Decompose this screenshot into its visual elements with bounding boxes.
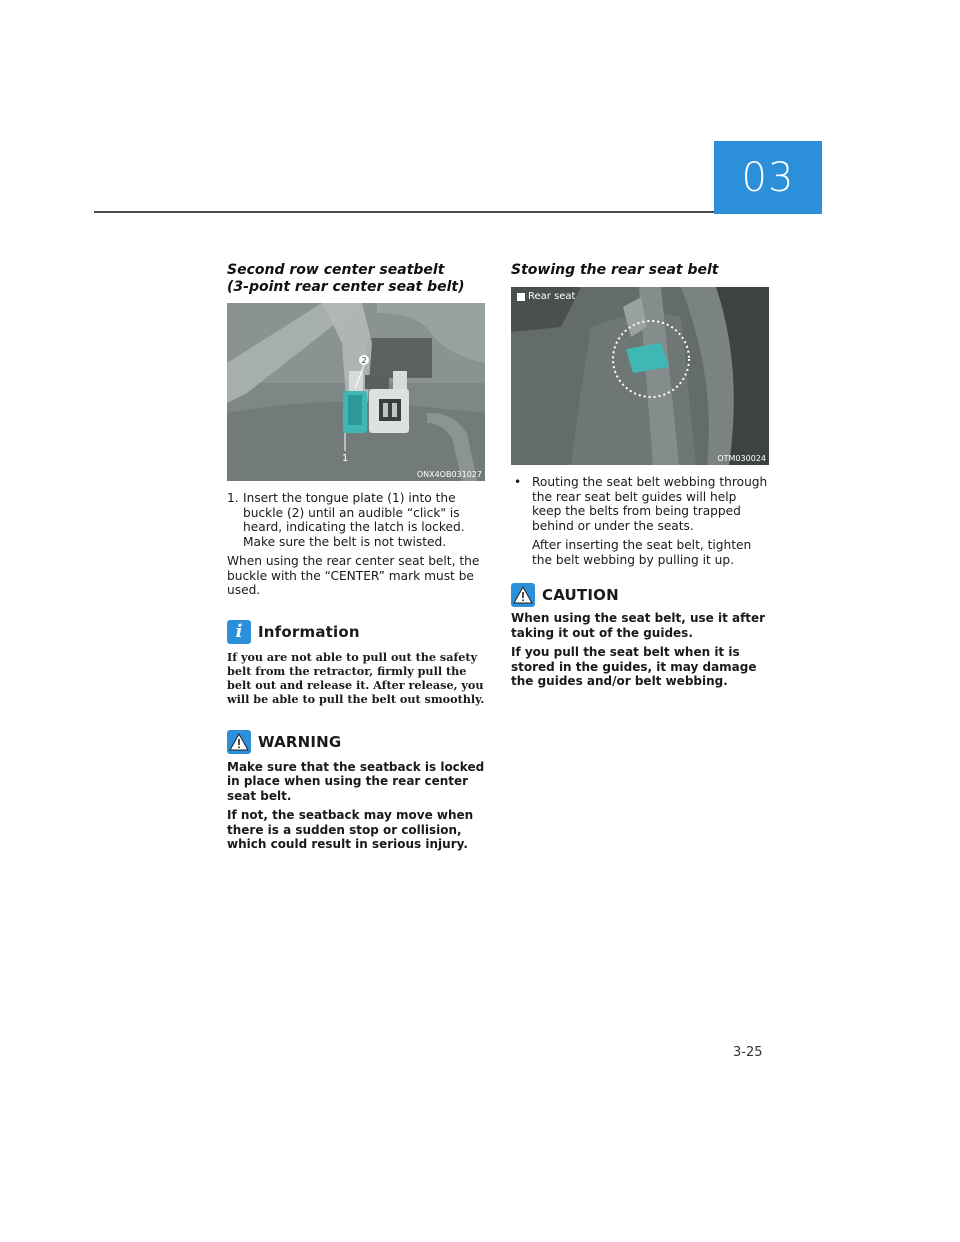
center-seatbelt-figure (227, 303, 485, 481)
bullet-icon: • (514, 475, 522, 489)
chapter-tab (714, 141, 822, 214)
tag-square-icon (517, 293, 525, 301)
steps-list (227, 491, 485, 549)
caution-heading (511, 583, 769, 607)
information-title: Information (258, 622, 360, 641)
figure-tag (517, 291, 575, 302)
bullet-1-text: Routing the seat belt webbing through the rear seat belt guides will help keep the belts from being trapped behind or under the seats. (532, 475, 768, 533)
caution-title: CAUTION (542, 586, 619, 604)
figure-code: ONX4OB031027 (416, 470, 482, 479)
step-1 (227, 491, 485, 549)
section-title-center-seatbelt (227, 262, 485, 296)
rear-seat-illustration (511, 287, 769, 465)
warning-text-2: If not, the seatback may move when there is a sudden stop or collision, which could result in serious injury. (227, 808, 474, 851)
warning-heading (227, 730, 485, 754)
information-icon: i (227, 620, 251, 644)
caution-icon (511, 583, 535, 607)
warning-title: WARNING (258, 732, 342, 751)
step-number: 1. (227, 491, 239, 505)
information-heading (227, 620, 485, 644)
callout-1: 1 (342, 453, 349, 464)
section-title-stowing: Stowing the rear seat belt (511, 262, 719, 278)
left-column (227, 262, 485, 852)
warning-icon (227, 730, 251, 754)
figure-tag-label: Rear seat (528, 291, 576, 302)
figure-code: OTM030024 (717, 454, 766, 463)
bullet-1-subtext: After inserting the seat belt, tighten the belt webbing by pulling it up. (532, 538, 752, 567)
callout-2: 2 (361, 356, 367, 365)
bullets-list (511, 475, 769, 567)
right-column (511, 262, 769, 689)
center-seatbelt-illustration (227, 303, 485, 481)
warning-text-1: Make sure that the seatback is locked in place when using the rear center seat belt. (227, 759, 485, 803)
header-rule (94, 211, 714, 213)
information-text: If you are not able to pull out the safety belt from the retractor, firmly pull the belt out and release it. After release, you will be able to pull the belt out smoothly. (227, 649, 485, 706)
caution-text-1: When using the seat belt, use it after taking it out of the guides. (511, 611, 766, 640)
bullet-1 (511, 475, 769, 567)
center-mark-paragraph: When using the rear center seat belt, the buckle with the “CENTER” mark must be used. (227, 554, 480, 597)
chapter-number: 03 (741, 154, 795, 201)
rear-seat-figure (511, 287, 769, 465)
title-line-2: (3-point rear center seat belt) (227, 279, 465, 295)
page-number: 3-25 (733, 1045, 763, 1060)
caution-text-2: If you pull the seat belt when it is stored in the guides, it may damage the guides and/or belt webbing. (511, 645, 757, 688)
step-text: Insert the tongue plate (1) into the buckle (2) until an audible “click" is heard, indicating the latch is locked. Make sure the belt is not twisted. (243, 491, 465, 549)
title-line-1: Second row center seatbelt (227, 262, 445, 278)
